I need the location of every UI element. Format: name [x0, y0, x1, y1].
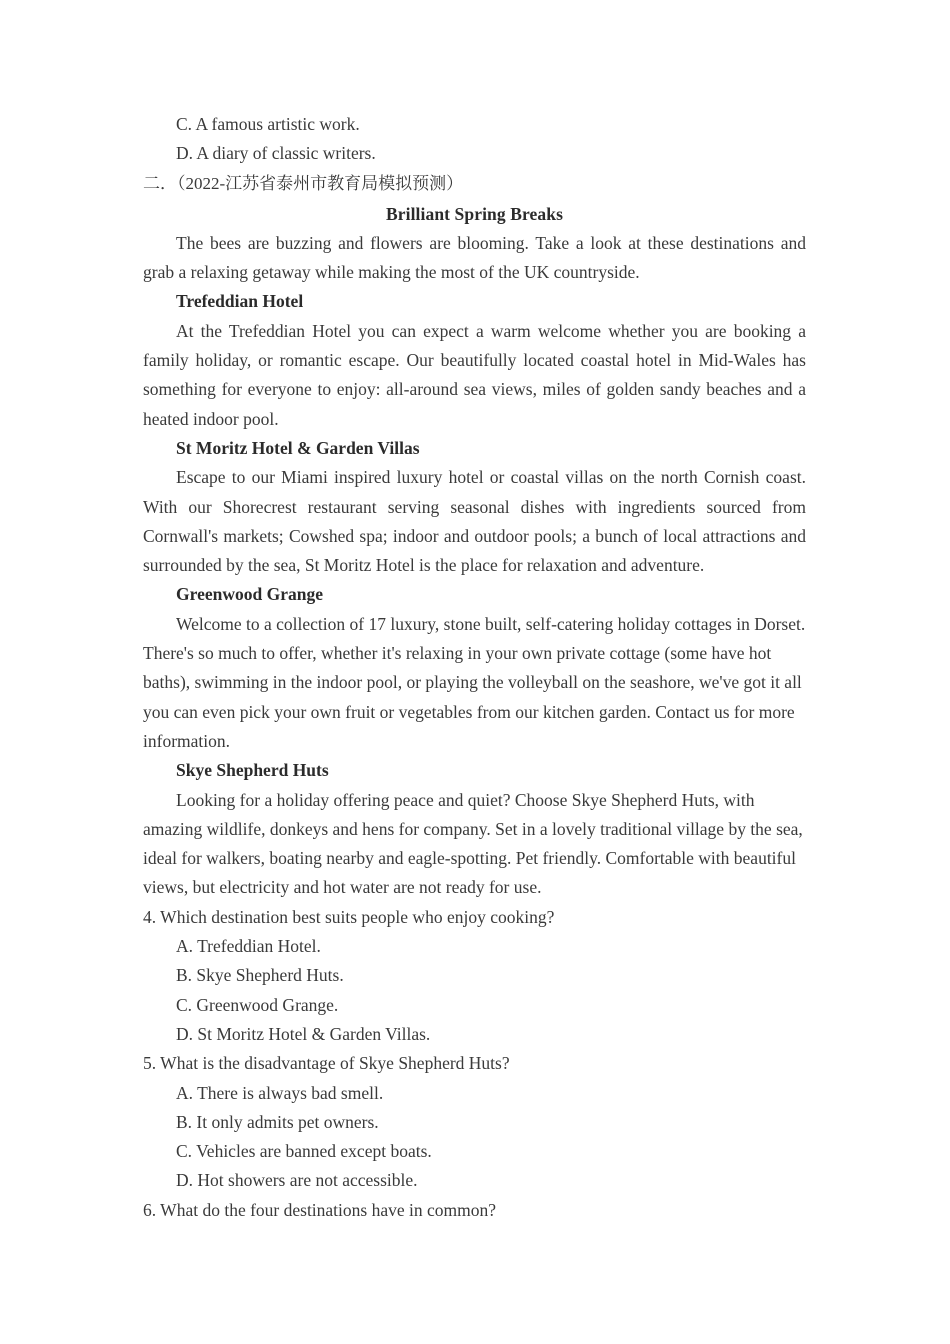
entry-body-st-moritz-hotel: Escape to our Miami inspired luxury hotel or coastal villas on the north Cornish coast. With our Shorecrest restaurant serving seasonal dishes with ingredients sourced from Cornwall's markets; Cowshed spa; indoor and outdoor pools; a bunch of local attractions and surrounded by the sea, St Moritz Hotel is the place for relaxation and adventure.	[143, 467, 806, 576]
entry-body-greenwood-grange: Welcome to a collection of 17 luxury, stone built, self-catering holiday cottages in Dorset. There's so much to offer, whether it's relaxing in your own private cottage (some have hot baths), swimming in the indoor pool, or playing the volleyball on the seashore, we've got it all you can even pick your own fruit or vegetables from our kitchen garden. Contact us for more information.	[143, 613, 806, 751]
question-5-option-c[interactable]: C. Vehicles are banned except boats.	[176, 1141, 432, 1162]
question-4-option-a[interactable]: A. Trefeddian Hotel.	[176, 936, 321, 957]
section-source-line: 二．（2022-江苏省泰州市教育局模拟预测）	[143, 173, 464, 193]
entry-heading-st-moritz-hotel: St Moritz Hotel & Garden Villas	[176, 437, 420, 458]
passage-title: Brilliant Spring Breaks	[385, 203, 563, 224]
carryover-option-d: D. A diary of classic writers.	[176, 143, 376, 164]
question-6-stem: 6. What do the four destinations have in common?	[143, 1199, 496, 1220]
entry-heading-trefeddian-hotel: Trefeddian Hotel	[176, 291, 304, 312]
question-4-option-b[interactable]: B. Skye Shepherd Huts.	[176, 965, 344, 986]
entry-body-trefeddian-hotel: At the Trefeddian Hotel you can expect a warm welcome whether you are booking a family holiday, or romantic escape. Our beautifully located coastal hotel in Mid-Wales has something for everyone to enjoy: all-around sea views, miles of golden sandy beaches and a heated indoor pool.	[143, 320, 806, 429]
question-5-option-d[interactable]: D. Hot showers are not accessible.	[176, 1170, 418, 1191]
page-content	[143, 110, 806, 1225]
entry-body-skye-shepherd-huts: Looking for a holiday offering peace and quiet? Choose Skye Shepherd Huts, with amazing wildlife, donkeys and hens for company. Set in a lovely traditional village by the sea, ideal for walkers, boating nearby and eagle-spotting. Pet friendly. Comfortable with beautiful views, but electricity and hot water are not ready for use.	[143, 789, 803, 898]
question-4-option-c[interactable]: C. Greenwood Grange.	[176, 994, 339, 1015]
passage-intro: The bees are buzzing and flowers are blooming. Take a look at these destinations and grab a relaxing getaway while making the most of the UK countryside.	[143, 232, 806, 283]
entry-heading-skye-shepherd-huts: Skye Shepherd Huts	[176, 760, 329, 781]
question-5-option-a[interactable]: A. There is always bad smell.	[176, 1082, 384, 1103]
entry-heading-greenwood-grange: Greenwood Grange	[176, 584, 323, 605]
question-5-option-b[interactable]: B. It only admits pet owners.	[176, 1111, 379, 1132]
question-5-stem: 5. What is the disadvantage of Skye Shepherd Huts?	[143, 1053, 510, 1074]
question-4-option-d[interactable]: D. St Moritz Hotel & Garden Villas.	[176, 1023, 431, 1044]
carryover-option-c: C. A famous artistic work.	[176, 114, 360, 134]
question-4-stem: 4. Which destination best suits people who enjoy cooking?	[143, 906, 555, 927]
